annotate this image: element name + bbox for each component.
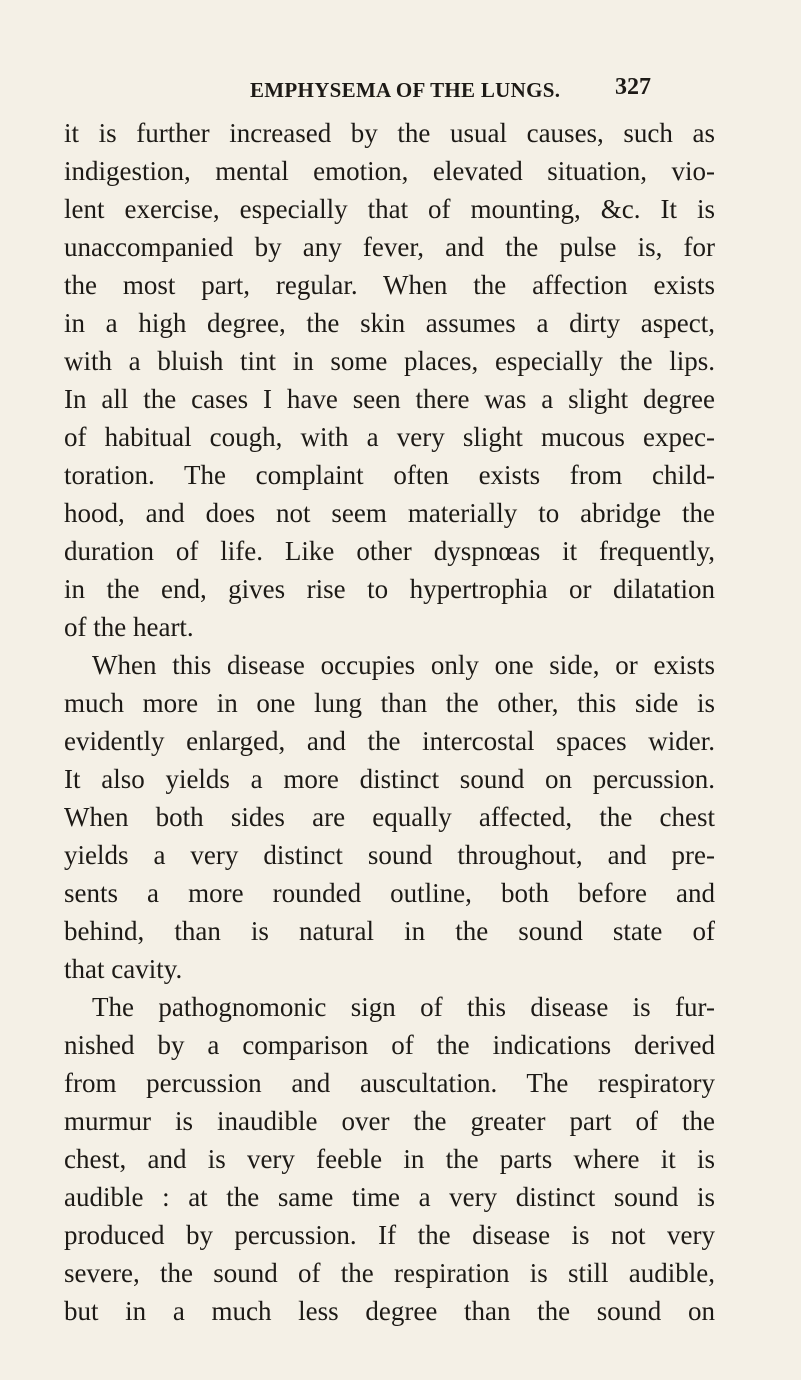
text-line: murmur is inaudible over the greater part of the: [64, 1106, 715, 1136]
text-line: duration of life. Like other dyspnœas it frequently,: [64, 536, 715, 566]
text-line: severe, the sound of the respiration is still audible,: [64, 1258, 715, 1288]
text-line: produced by percussion. If the disease is not very: [64, 1220, 715, 1250]
text-line: but in a much less degree than the sound on: [64, 1296, 715, 1326]
text-line: chest, and is very feeble in the parts where it is: [64, 1144, 715, 1174]
text-line: indigestion, mental emotion, elevated situation, vio-: [64, 156, 715, 186]
text-line: audible : at the same time a very distinct sound is: [64, 1182, 715, 1212]
text-line: hood, and does not seem materially to abridge the: [64, 498, 715, 528]
text-line: with a bluish tint in some places, especially the lips.: [64, 346, 715, 376]
text-line: The pathognomonic sign of this disease is fur-: [92, 992, 715, 1022]
page-number: 327: [615, 74, 651, 100]
text-line: in a high degree, the skin assumes a dirty aspect,: [64, 308, 715, 338]
text-line: it is further increased by the usual causes, such as: [64, 118, 715, 148]
text-line: the most part, regular. When the affection exists: [64, 270, 715, 300]
text-line: behind, than is natural in the sound state of: [64, 916, 715, 946]
text-line: nished by a comparison of the indications derived: [64, 1030, 715, 1060]
text-line: unaccompanied by any fever, and the pulse is, for: [64, 232, 715, 262]
text-line: much more in one lung than the other, this side is: [64, 688, 715, 718]
text-line: In all the cases I have seen there was a slight degree: [64, 384, 715, 414]
running-head: [0, 74, 801, 108]
text-line: toration. The complaint often exists from child-: [64, 460, 715, 490]
text-line: from percussion and auscultation. The respiratory: [64, 1068, 715, 1098]
text-line: When both sides are equally affected, the chest: [64, 802, 715, 832]
text-line: sents a more rounded outline, both before and: [64, 878, 715, 908]
text-line: lent exercise, especially that of mounting, &c. It is: [64, 194, 715, 224]
text-line: It also yields a more distinct sound on percussion.: [64, 764, 715, 794]
text-line: that cavity.: [64, 954, 183, 984]
text-line: yields a very distinct sound throughout, and pre-: [64, 840, 715, 870]
text-line: When this disease occupies only one side, or exists: [92, 650, 715, 680]
text-line: evidently enlarged, and the intercostal spaces wider.: [64, 726, 715, 756]
text-line: of habitual cough, with a very slight mucous expec-: [64, 422, 715, 452]
text-line: of the heart.: [64, 612, 194, 642]
text-line: in the end, gives rise to hypertrophia or dilatation: [64, 574, 715, 604]
running-head-title: EMPHYSEMA OF THE LUNGS.: [250, 78, 561, 102]
